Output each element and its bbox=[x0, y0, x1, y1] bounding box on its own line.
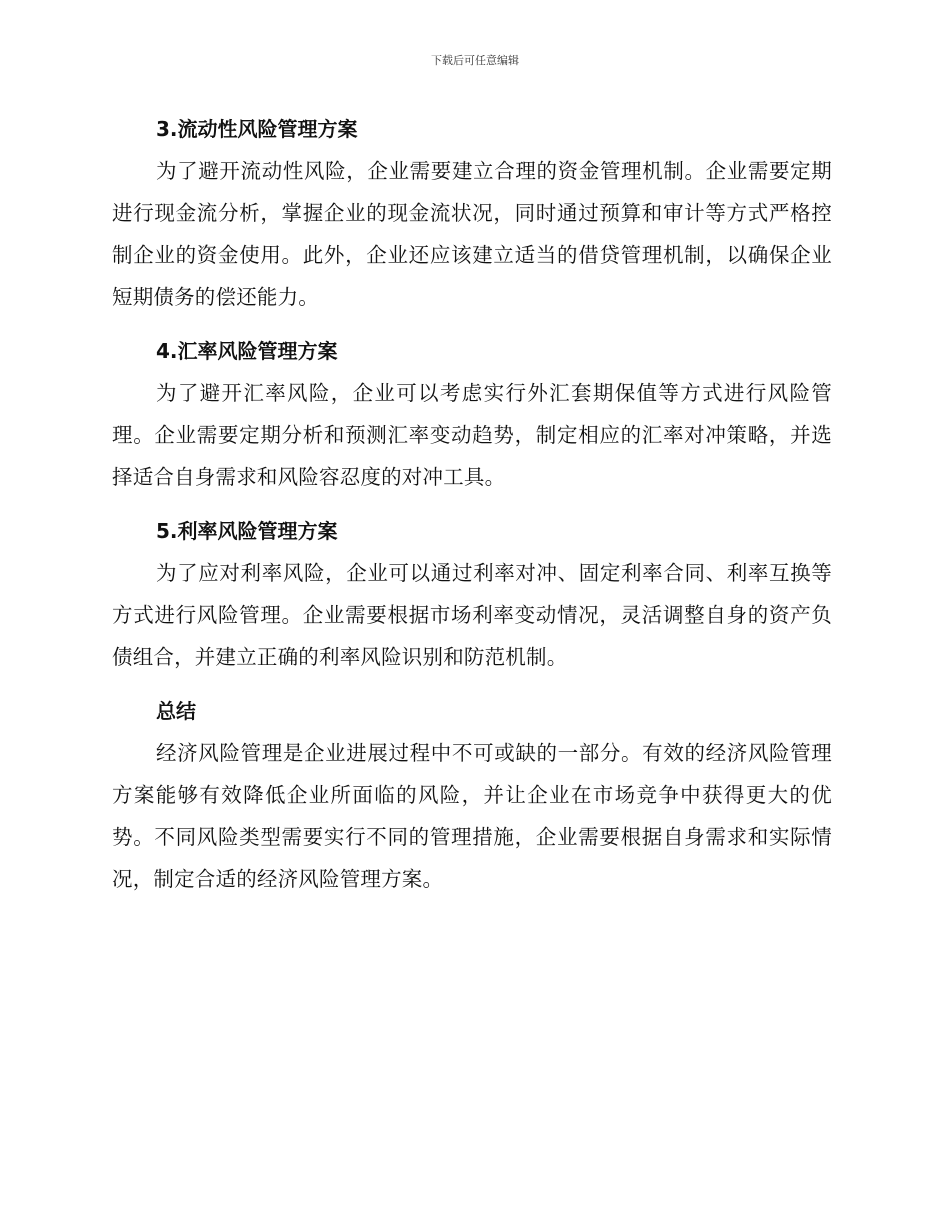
section-summary bbox=[112, 690, 832, 900]
document-body bbox=[112, 108, 832, 912]
section-interest-rate-risk bbox=[112, 510, 832, 678]
section-paragraph: 经济风险管理是企业进展过程中不可或缺的一部分。有效的经济风险管理方案能够有效降低企业所面临的风险，并让企业在市场竞争中获得更大的优势。不同风险类型需要实行不同的管理措施，企业需要根据自身需求和实际情况，制定合适的经济风险管理方案。 bbox=[112, 741, 832, 891]
page-header-note: 下载后可任意编辑 bbox=[431, 54, 519, 67]
section-heading: 5.利率风险管理方案 bbox=[156, 519, 338, 543]
section-paragraph: 为了避开流动性风险，企业需要建立合理的资金管理机制。企业需要定期进行现金流分析，掌握企业的现金流状况，同时通过预算和审计等方式严格控制企业的资金使用。此外，企业还应该建立适当的借贷管理机制，以确保企业短期债务的偿还能力。 bbox=[112, 159, 832, 309]
section-heading: 3.流动性风险管理方案 bbox=[156, 117, 358, 141]
section-paragraph: 为了避开汇率风险，企业可以考虑实行外汇套期保值等方式进行风险管理。企业需要定期分析和预测汇率变动趋势，制定相应的汇率对冲策略，并选择适合自身需求和风险容忍度的对冲工具。 bbox=[112, 381, 832, 489]
section-heading: 总结 bbox=[156, 699, 196, 723]
section-exchange-rate-risk bbox=[112, 330, 832, 498]
section-heading: 4.汇率风险管理方案 bbox=[156, 339, 338, 363]
section-paragraph: 为了应对利率风险，企业可以通过利率对冲、固定利率合同、利率互换等方式进行风险管理。企业需要根据市场利率变动情况，灵活调整自身的资产负债组合，并建立正确的利率风险识别和防范机制。 bbox=[112, 561, 832, 669]
section-liquidity-risk bbox=[112, 108, 832, 318]
